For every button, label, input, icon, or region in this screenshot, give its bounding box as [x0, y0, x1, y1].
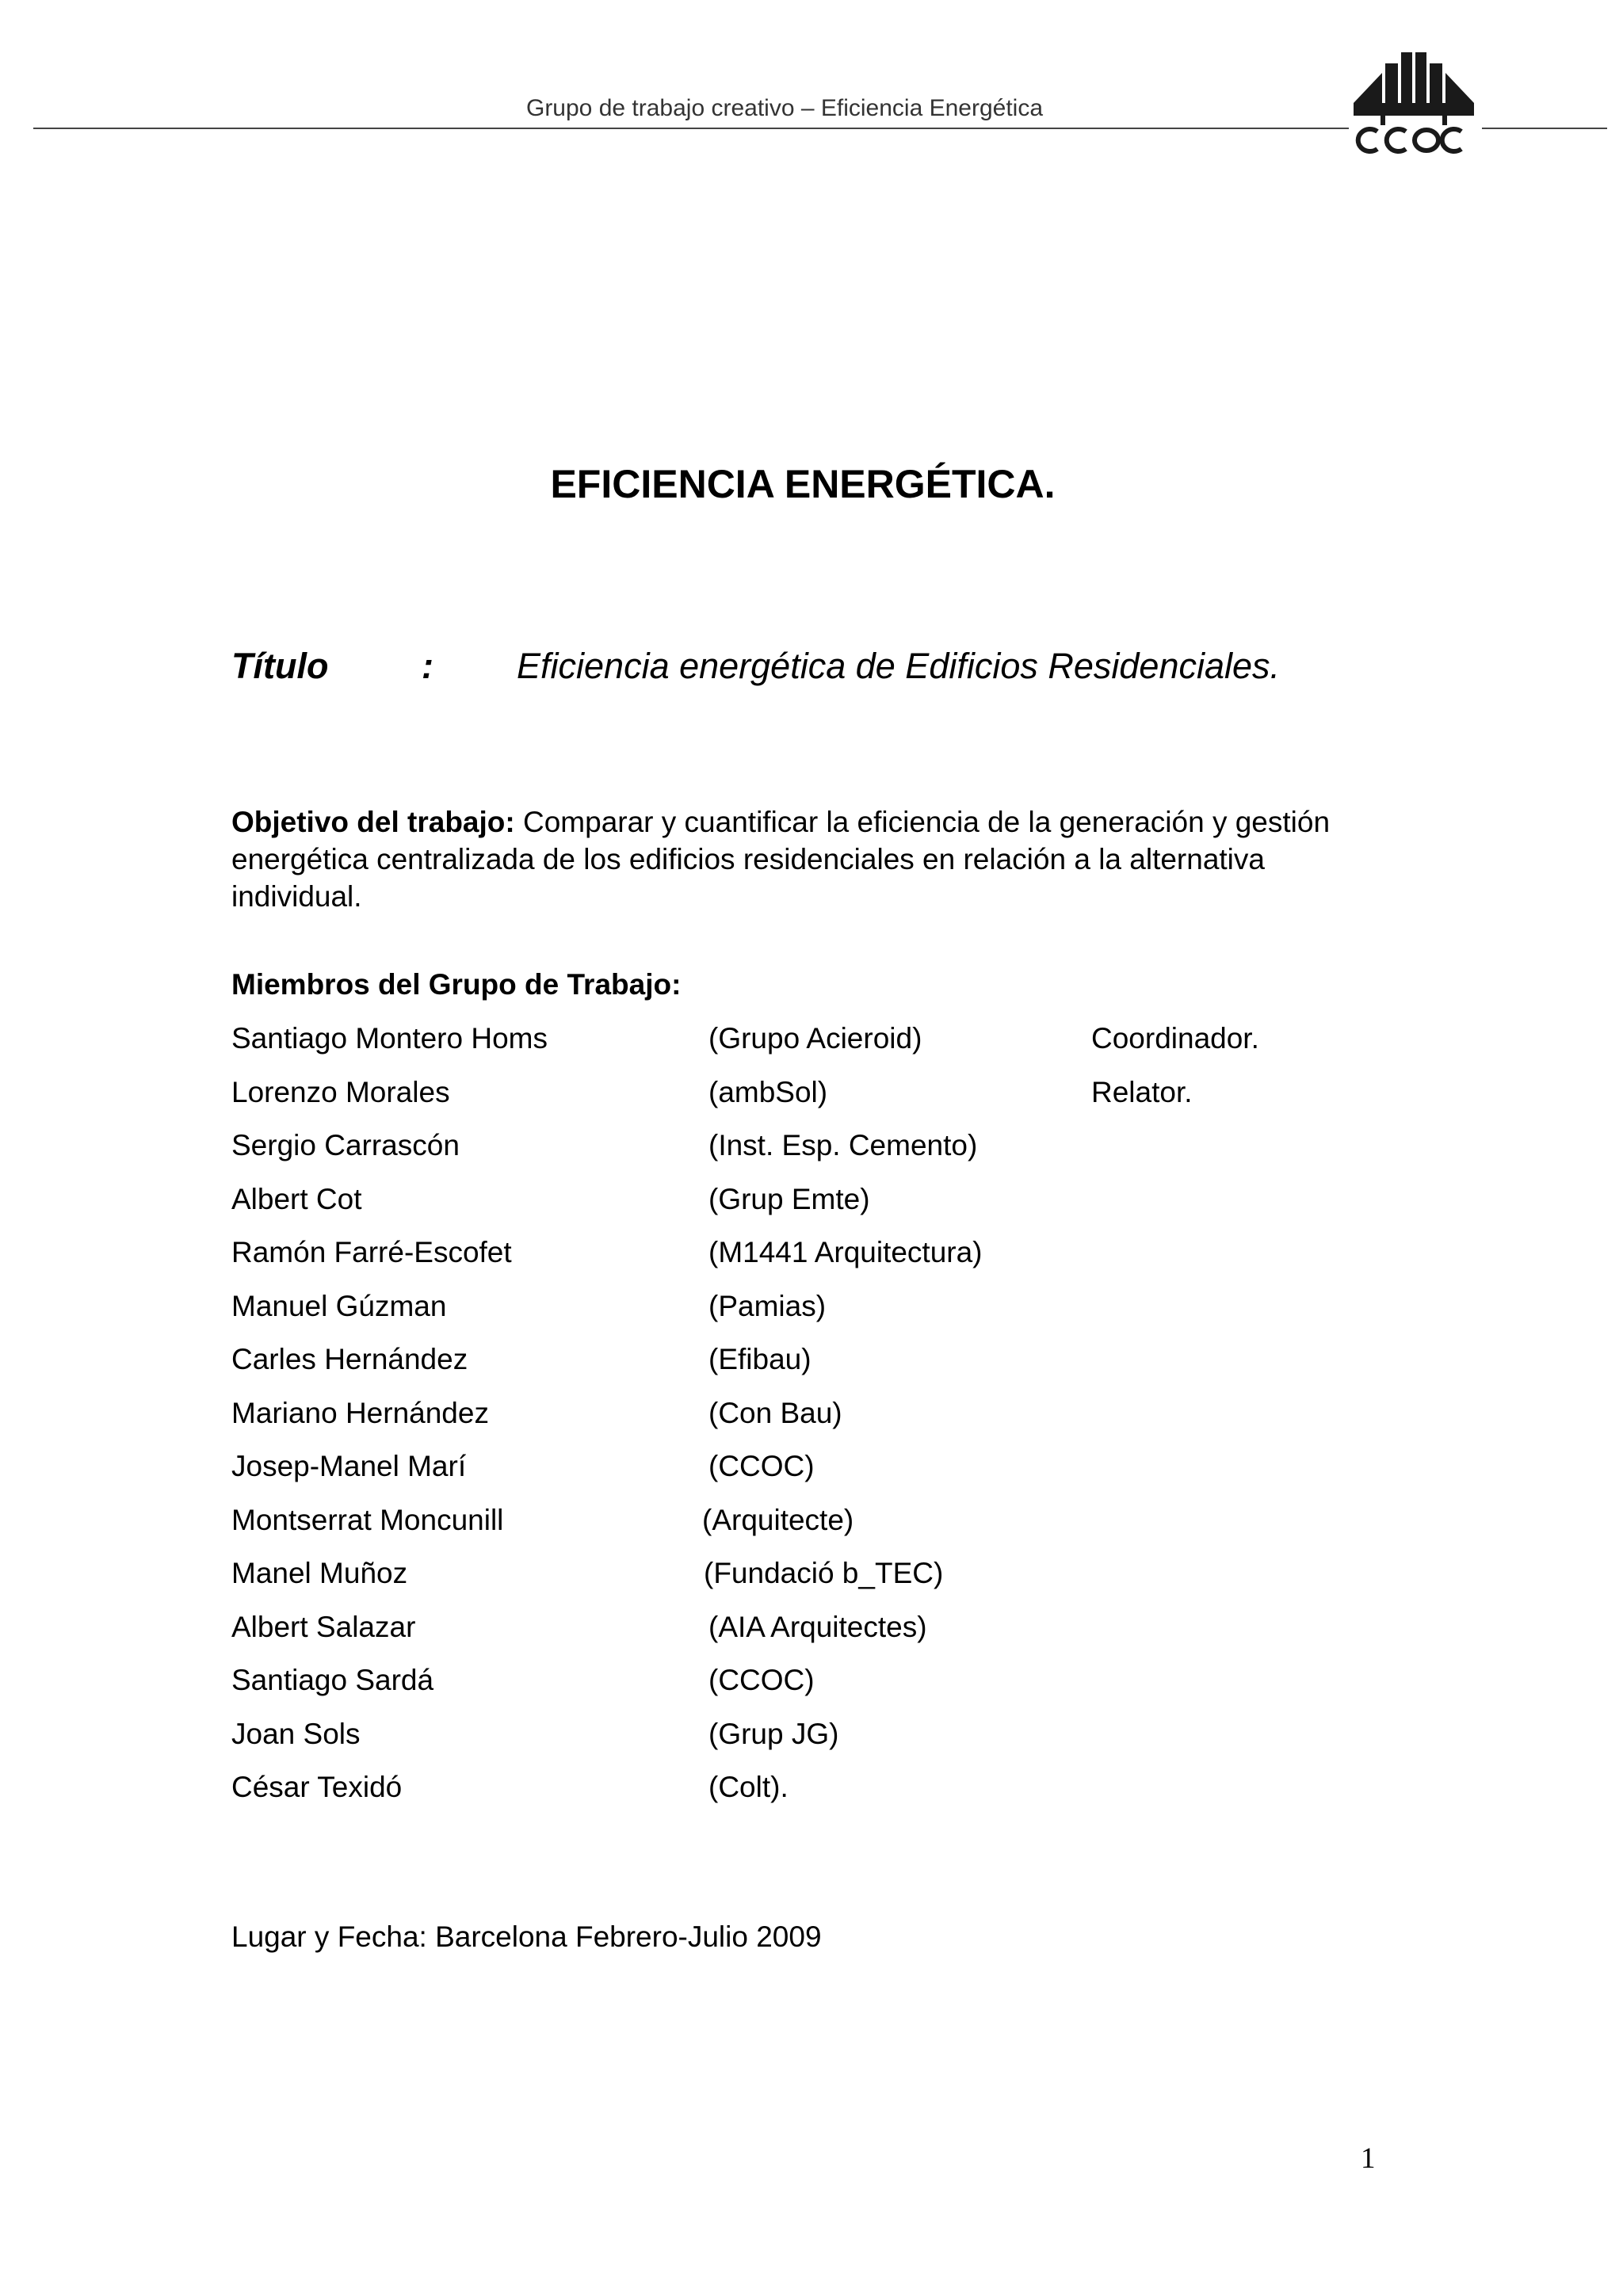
member-org: (Grup JG)	[708, 1718, 839, 1750]
titulo-label: Título	[231, 646, 329, 686]
member-role: Coordinador.	[1091, 1022, 1259, 1055]
member-org: (Inst. Esp. Cemento)	[708, 1129, 978, 1161]
member-row	[0, 1236, 1623, 1283]
member-name: Carles Hernández	[231, 1343, 468, 1375]
member-row	[0, 1129, 1623, 1177]
objective-paragraph	[231, 803, 1373, 915]
member-org: (Efibau)	[708, 1343, 812, 1375]
member-row	[0, 1290, 1623, 1337]
page-number: 1	[1361, 2142, 1376, 2175]
document-title: EFICIENCIA ENERGÉTICA.	[550, 462, 1056, 506]
ccoc-logo	[1350, 49, 1477, 155]
member-row	[0, 1611, 1623, 1658]
member-row	[0, 1664, 1623, 1711]
objective-label: Objetivo del trabajo:	[231, 806, 515, 838]
member-row	[0, 1343, 1623, 1390]
member-name: Mariano Hernández	[231, 1397, 489, 1429]
header-rule	[33, 128, 1349, 129]
member-org: (Fundació b_TEC)	[704, 1557, 944, 1589]
member-role: Relator.	[1091, 1076, 1193, 1108]
member-name: Albert Cot	[231, 1183, 362, 1215]
member-row	[0, 1557, 1623, 1604]
member-org: (Grupo Acieroid)	[708, 1022, 922, 1055]
header-rule	[1482, 128, 1607, 129]
member-org: (ambSol)	[708, 1076, 828, 1108]
running-header: Grupo de trabajo creativo – Eficiencia Energética	[525, 95, 1044, 121]
member-row	[0, 1450, 1623, 1497]
member-name: César Texidó	[231, 1771, 403, 1803]
member-org: (Colt).	[708, 1771, 789, 1803]
member-org: (M1441 Arquitectura)	[708, 1236, 983, 1268]
member-name: Joan Sols	[231, 1718, 361, 1750]
member-org: (Arquitecte)	[702, 1504, 854, 1536]
member-name: Josep-Manel Marí	[231, 1450, 467, 1482]
member-org: (AIA Arquitectes)	[708, 1611, 927, 1643]
member-row	[0, 1718, 1623, 1765]
member-row	[0, 1504, 1623, 1551]
member-org: (Pamias)	[708, 1290, 827, 1322]
member-name: Lorenzo Morales	[231, 1076, 450, 1108]
member-org: (CCOC)	[708, 1450, 815, 1482]
place-date: Lugar y Fecha: Barcelona Febrero-Julio 2009	[231, 1920, 822, 1953]
member-org: (Con Bau)	[708, 1397, 842, 1429]
member-row	[0, 1183, 1623, 1230]
member-row	[0, 1397, 1623, 1444]
member-name: Montserrat Moncunill	[231, 1504, 504, 1536]
member-row	[0, 1022, 1623, 1070]
titulo-value: Eficiencia energética de Edificios Residenciales.	[517, 646, 1281, 686]
member-row	[0, 1076, 1623, 1123]
member-name: Albert Salazar	[231, 1611, 416, 1643]
titulo-colon: :	[422, 646, 433, 686]
member-org: (CCOC)	[708, 1664, 815, 1696]
members-heading: Miembros del Grupo de Trabajo:	[231, 968, 682, 1001]
member-name: Ramón Farré-Escofet	[231, 1236, 512, 1268]
member-name: Manuel Gúzman	[231, 1290, 447, 1322]
member-row	[0, 1771, 1623, 1818]
member-name: Santiago Sardá	[231, 1664, 434, 1696]
objective-text: Comparar y cuantificar la eficiencia de la generación y gestión energética centralizada de los edificios residenciales en relación a la alternativa individual.	[231, 806, 1331, 913]
member-org: (Grup Emte)	[708, 1183, 870, 1215]
member-name: Santiago Montero Homs	[231, 1022, 548, 1055]
member-name: Manel Muñoz	[231, 1557, 408, 1589]
member-name: Sergio Carrascón	[231, 1129, 460, 1161]
